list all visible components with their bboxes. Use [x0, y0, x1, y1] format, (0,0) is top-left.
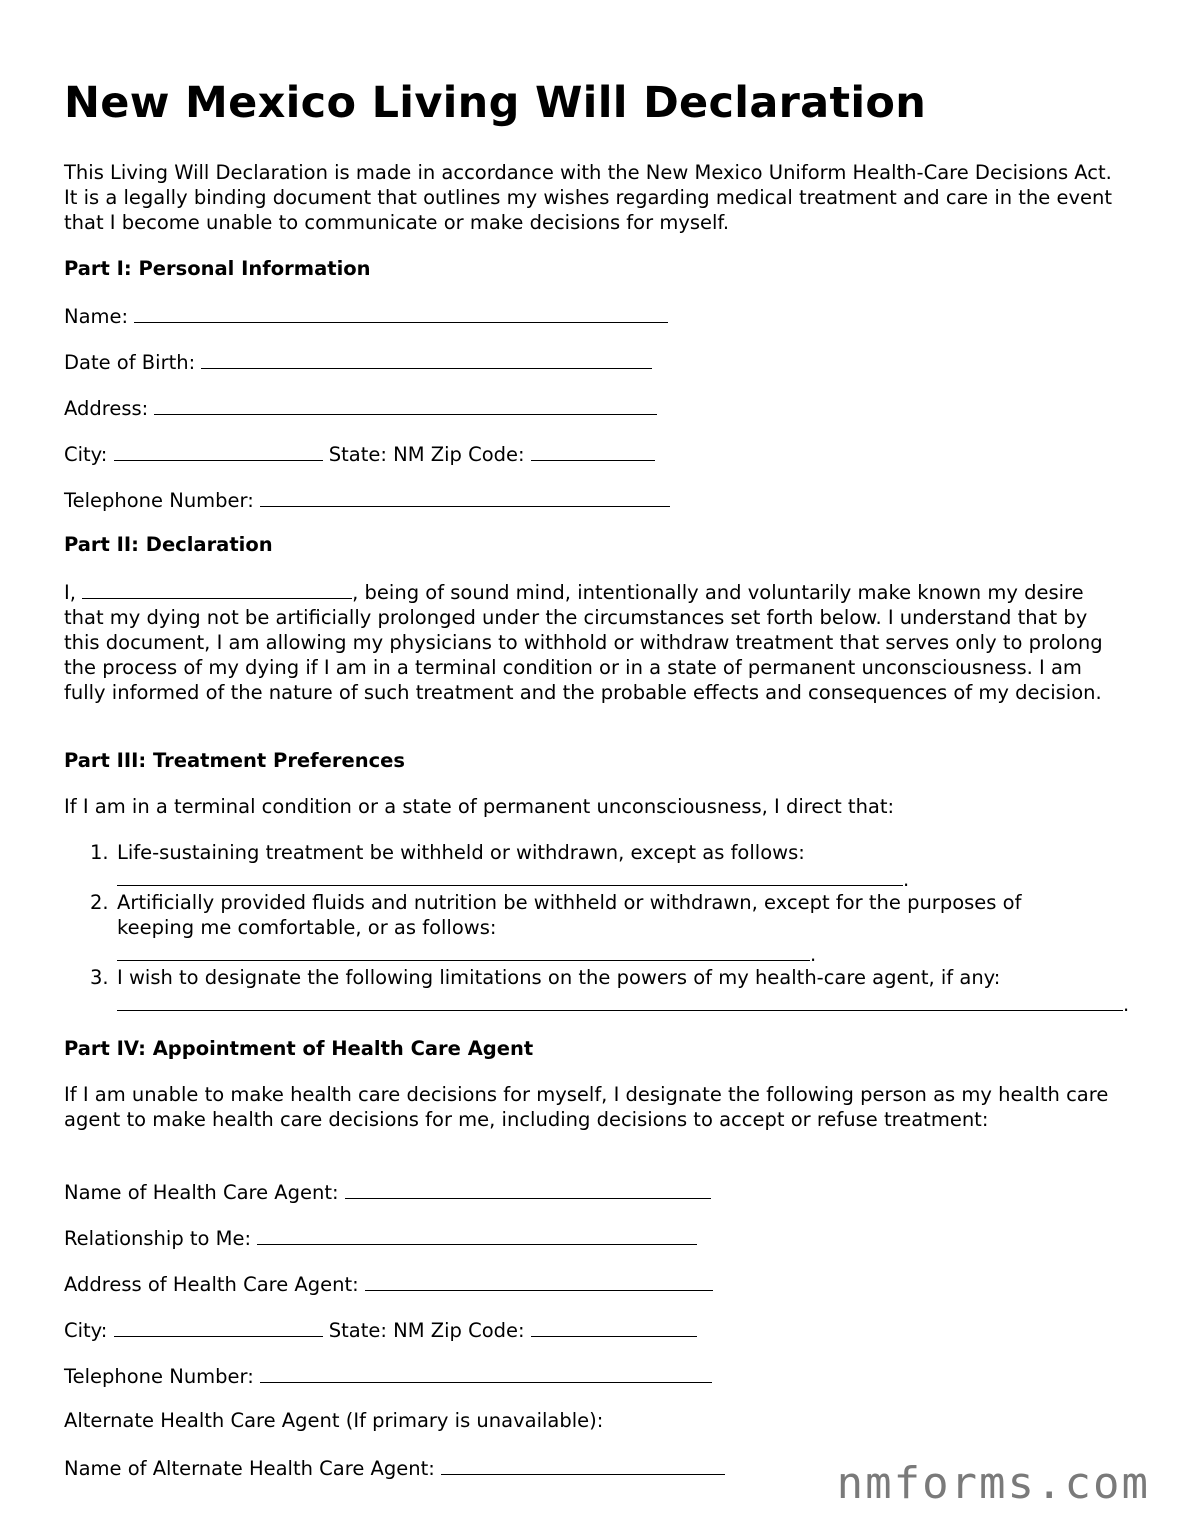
- relationship-label: Relationship to Me:: [64, 1227, 252, 1250]
- part1-heading: Part I: Personal Information: [64, 257, 371, 280]
- dob-blank[interactable]: [201, 348, 652, 369]
- relationship-row: [64, 1224, 697, 1251]
- agent-phone-row: [64, 1362, 712, 1389]
- agent-zip-blank[interactable]: [531, 1316, 697, 1337]
- item2-end-mark: .: [810, 943, 817, 966]
- address-field-row: [64, 394, 657, 421]
- name-label: Name:: [64, 305, 129, 328]
- agent-city-state-zip-row: [64, 1316, 697, 1343]
- item2-blank[interactable]: [117, 940, 810, 961]
- document-title: New Mexico Living Will Declaration: [64, 78, 927, 128]
- city-blank[interactable]: [114, 440, 323, 461]
- list-item-text: I wish to designate the following limitations on the powers of my health-care agent, if any:: [117, 966, 1001, 989]
- agent-city-label: City:: [64, 1319, 108, 1342]
- agent-phone-label: Telephone Number:: [64, 1365, 254, 1388]
- address-blank[interactable]: [154, 394, 657, 415]
- list-item-text: Artificially provided fluids and nutrition be withheld or withdrawn, except for the purposes of keeping me comfortable, or as follows:: [117, 891, 1022, 939]
- name-blank[interactable]: [134, 302, 668, 323]
- list-item-text: Life-sustaining treatment be withheld or withdrawn, except as follows:: [117, 841, 805, 864]
- alternate-agent-heading: Alternate Health Care Agent (If primary is unavailable):: [64, 1409, 604, 1432]
- item1-blank-row: [117, 865, 909, 892]
- declaration-paragraph: [64, 578, 1114, 705]
- address-label: Address:: [64, 397, 149, 420]
- declaration-prefix: I,: [64, 581, 76, 604]
- phone-label: Telephone Number:: [64, 489, 254, 512]
- agent-phone-blank[interactable]: [260, 1362, 712, 1383]
- agent-address-row: [64, 1270, 713, 1297]
- name-field-row: [64, 302, 668, 329]
- intro-paragraph: This Living Will Declaration is made in accordance with the New Mexico Uniform Health-Care Decisions Act. It is a legally binding document that outlines my wishes regarding medical treatment and care in the event that I become unable to communicate or make decisions for myself.: [64, 161, 1113, 234]
- alternate-agent-name-row: [64, 1454, 725, 1481]
- alternate-agent-name-label: Name of Alternate Health Care Agent:: [64, 1457, 435, 1480]
- item3-blank[interactable]: [117, 990, 1123, 1011]
- agent-address-blank[interactable]: [365, 1270, 713, 1291]
- dob-field-row: [64, 348, 652, 375]
- dob-label: Date of Birth:: [64, 351, 196, 374]
- agent-name-label: Name of Health Care Agent:: [64, 1181, 339, 1204]
- agent-name-row: [64, 1178, 711, 1205]
- part4-intro: If I am unable to make health care decisions for myself, I designate the following person as my health care agent to make health care decisions for me, including decisions to accept or refuse treatment:: [64, 1083, 1109, 1131]
- phone-field-row: [64, 486, 670, 513]
- zip-blank[interactable]: [531, 440, 655, 461]
- city-label: City:: [64, 443, 108, 466]
- agent-city-blank[interactable]: [114, 1316, 323, 1337]
- item3-end-mark: .: [1123, 993, 1130, 1016]
- relationship-blank[interactable]: [257, 1224, 697, 1245]
- part3-heading: Part III: Treatment Preferences: [64, 749, 405, 772]
- phone-blank[interactable]: [260, 486, 670, 507]
- part4-heading: Part IV: Appointment of Health Care Agent: [64, 1037, 534, 1060]
- alternate-agent-name-blank[interactable]: [441, 1454, 725, 1475]
- agent-state-zip-label: State: NM Zip Code:: [328, 1319, 525, 1342]
- agent-name-blank[interactable]: [345, 1178, 711, 1199]
- list-item-number: 1.: [90, 841, 109, 864]
- item3-blank-row: [117, 990, 1129, 1017]
- declarant-name-blank[interactable]: [82, 578, 352, 599]
- part2-heading: Part II: Declaration: [64, 533, 273, 556]
- item1-end-mark: .: [903, 868, 910, 891]
- watermark: nmforms.com: [836, 1458, 1150, 1509]
- agent-address-label: Address of Health Care Agent:: [64, 1273, 359, 1296]
- item2-blank-row: [117, 940, 816, 967]
- part3-intro: If I am in a terminal condition or a state of permanent unconsciousness, I direct that:: [64, 795, 895, 818]
- city-state-zip-row: [64, 440, 655, 467]
- list-item-number: 2.: [90, 891, 109, 914]
- state-zip-label: State: NM Zip Code:: [328, 443, 525, 466]
- declaration-body: , being of sound mind, intentionally and voluntarily make known my desire that my dying not be artificially prolonged under the circumstances set forth below. I understand that by this document, I am allowing my physicians to withhold or withdraw treatment that serves only to prolong the process of my dying if I am in a terminal condition or in a state of permanent unconsciousness. I am fully informed of the nature of such treatment and the probable effects and consequences of my decision.: [64, 581, 1103, 704]
- list-item-number: 3.: [90, 966, 109, 989]
- item1-blank[interactable]: [117, 865, 903, 886]
